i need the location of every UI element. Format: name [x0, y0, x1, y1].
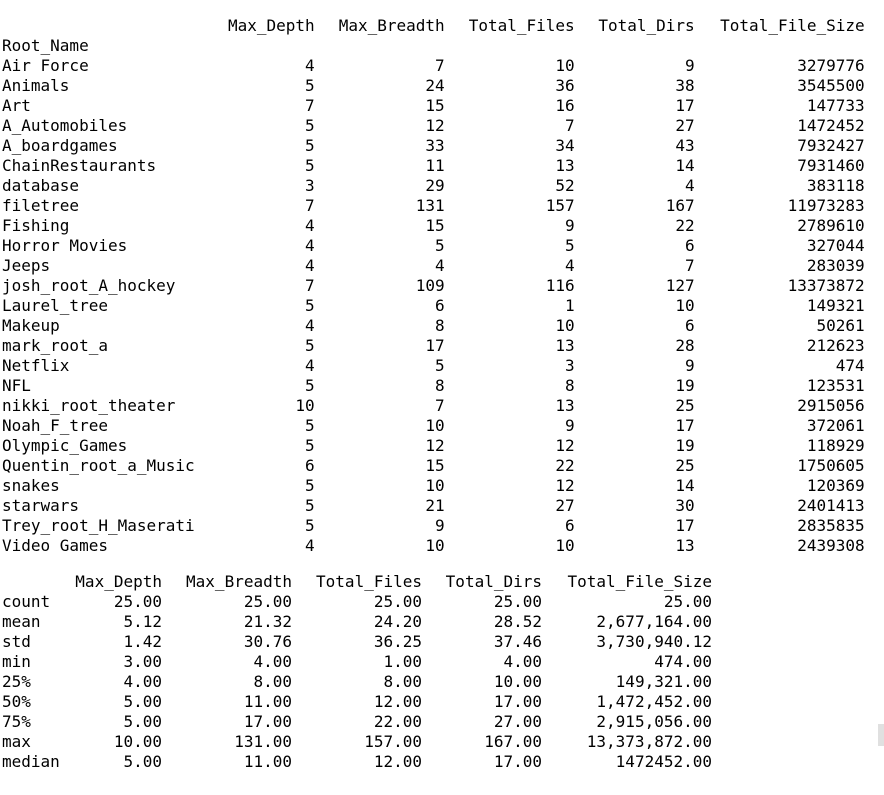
row-label: Makeup — [2, 316, 60, 335]
table-row — [2, 456, 865, 476]
row-label: mark_root_a — [2, 336, 108, 355]
table-cell: 1.00 — [383, 652, 422, 671]
notebook-output — [2, 16, 865, 772]
row-label: 75% — [2, 712, 31, 731]
table-cell: 474 — [835, 356, 865, 375]
table-cell: 5.12 — [123, 612, 162, 631]
vertical-scrollbar[interactable] — [878, 724, 884, 746]
table-cell: 8 — [565, 376, 575, 395]
table-cell: 5 — [305, 476, 315, 495]
table-cell: 10 — [425, 536, 445, 555]
table-cell: 3.00 — [123, 652, 162, 671]
table-cell: 4 — [305, 356, 315, 375]
table-cell: 17.00 — [493, 692, 542, 711]
row-label: A_Automobiles — [2, 116, 128, 135]
table-cell: 8.00 — [383, 672, 422, 691]
table-cell: 7 — [305, 96, 315, 115]
table-cell: 4 — [305, 216, 315, 235]
table-cell: 4.00 — [503, 652, 542, 671]
table-cell: 17 — [425, 336, 445, 355]
table-cell: 28.52 — [493, 612, 542, 631]
row-label: Art — [2, 96, 31, 115]
table-cell: 22.00 — [373, 712, 422, 731]
table-cell: 1472452.00 — [615, 752, 712, 771]
table-cell: 4 — [305, 236, 315, 255]
table-cell: 33 — [425, 136, 445, 155]
table-cell: 22 — [555, 456, 575, 475]
row-label: Fishing — [2, 216, 70, 235]
table-cell: 5 — [305, 376, 315, 395]
row-label: mean — [2, 612, 41, 631]
table-cell: 131.00 — [234, 732, 292, 751]
table-cell: 5 — [305, 416, 315, 435]
table-row — [2, 416, 865, 436]
table-cell: 36.25 — [373, 632, 422, 651]
table-cell: 4 — [305, 56, 315, 75]
row-label: Animals — [2, 76, 70, 95]
table-cell: 3279776 — [797, 56, 865, 75]
table-cell: 2835835 — [797, 516, 865, 535]
row-label: count — [2, 592, 51, 611]
row-label: Trey_root_H_Maserati — [2, 516, 195, 535]
table-cell: 30.76 — [243, 632, 292, 651]
corner-cell — [2, 572, 62, 592]
table-cell: 27.00 — [493, 712, 542, 731]
table-cell: 12 — [425, 436, 445, 455]
table-cell: 9 — [435, 516, 445, 535]
table-cell: 25.00 — [373, 592, 422, 611]
table-cell: 10.00 — [113, 732, 162, 751]
table-cell: 9 — [565, 416, 575, 435]
table-cell: 167 — [665, 196, 695, 215]
table-cell: 24 — [425, 76, 445, 95]
table-cell: 5 — [305, 516, 315, 535]
table-row — [2, 496, 865, 516]
table-cell: 52 — [555, 176, 575, 195]
table-cell: 43 — [675, 136, 695, 155]
table-cell: 157 — [545, 196, 575, 215]
describe-stats-table — [2, 572, 712, 772]
table-cell: 12.00 — [373, 692, 422, 711]
table-cell: 25.00 — [243, 592, 292, 611]
table-row — [2, 56, 865, 76]
table-cell: 17 — [675, 416, 695, 435]
table-cell: 22 — [675, 216, 695, 235]
table-cell: 5 — [435, 356, 445, 375]
table-cell: 25.00 — [663, 592, 712, 611]
table-cell: 10 — [555, 536, 575, 555]
table-cell: 157.00 — [364, 732, 422, 751]
table-cell: 116 — [545, 276, 575, 295]
table-cell: 8.00 — [253, 672, 292, 691]
table-cell: 17.00 — [493, 752, 542, 771]
table-cell: 11973283 — [787, 196, 865, 215]
row-label: Video Games — [2, 536, 108, 555]
table-cell: 6 — [435, 296, 445, 315]
table-cell: 4 — [305, 256, 315, 275]
table-cell: 19 — [675, 376, 695, 395]
table-cell: 474.00 — [654, 652, 712, 671]
table-cell: 5 — [305, 436, 315, 455]
corner-cell — [2, 16, 195, 36]
row-label: min — [2, 652, 31, 671]
table-cell: 6 — [565, 516, 575, 535]
table-cell: 7932427 — [797, 136, 865, 155]
table-cell: 5 — [305, 336, 315, 355]
column-header: Max_Depth — [227, 16, 315, 35]
table-cell: 2,915,056.00 — [596, 712, 712, 731]
table-row — [2, 156, 865, 176]
row-label: Netflix — [2, 356, 70, 375]
table-cell: 149321 — [806, 296, 865, 315]
column-header: Total_Dirs — [598, 16, 695, 35]
table-cell: 17.00 — [243, 712, 292, 731]
table-row — [2, 116, 865, 136]
table-cell: 9 — [685, 56, 695, 75]
row-label: std — [2, 632, 31, 651]
table-cell: 5.00 — [123, 712, 162, 731]
row-label: Noah_F_tree — [2, 416, 108, 435]
table-cell: 7 — [565, 116, 575, 135]
table-cell: 5 — [565, 236, 575, 255]
table-cell: 1750605 — [797, 456, 865, 475]
table-cell: 5 — [305, 156, 315, 175]
table-cell: 5 — [435, 236, 445, 255]
table-cell: 10 — [295, 396, 315, 415]
table-cell: 11.00 — [243, 752, 292, 771]
table-cell: 37.46 — [493, 632, 542, 651]
table-row — [2, 612, 712, 632]
row-label: Air Force — [2, 56, 89, 75]
table-cell: 4 — [685, 176, 695, 195]
row-label: A_boardgames — [2, 136, 118, 155]
table-row — [2, 712, 712, 732]
table-cell: 15 — [425, 96, 445, 115]
row-label: Quentin_root_a_Music — [2, 456, 195, 475]
column-header-row — [2, 16, 865, 36]
table-cell: 12.00 — [373, 752, 422, 771]
table-row — [2, 76, 865, 96]
table-cell: 27 — [675, 116, 695, 135]
table-row — [2, 536, 865, 556]
table-cell: 29 — [425, 176, 445, 195]
column-header: Max_Breadth — [186, 572, 292, 591]
table-row — [2, 632, 712, 652]
column-header: Total_Files — [468, 16, 575, 35]
table-cell: 25.00 — [493, 592, 542, 611]
row-label: 25% — [2, 672, 31, 691]
table-cell: 5 — [305, 136, 315, 155]
column-header: Total_File_Size — [720, 16, 865, 35]
root-summary-table — [2, 16, 865, 556]
table-cell: 2915056 — [797, 396, 865, 415]
table-row — [2, 476, 865, 496]
table-cell: 50261 — [816, 316, 865, 335]
table-cell: 11.00 — [243, 692, 292, 711]
table-cell: 10 — [425, 416, 445, 435]
table-cell: 5 — [305, 116, 315, 135]
table-cell: 16 — [555, 96, 575, 115]
table-cell: 7 — [305, 196, 315, 215]
table-cell: 11 — [425, 156, 445, 175]
row-label: snakes — [2, 476, 60, 495]
row-label: max — [2, 732, 31, 751]
table-cell: 1,472,452.00 — [596, 692, 712, 711]
table-cell: 28 — [675, 336, 695, 355]
table-cell: 25 — [675, 396, 695, 415]
table-row — [2, 396, 865, 416]
table-cell: 13 — [675, 536, 695, 555]
table-cell: 34 — [555, 136, 575, 155]
table-cell: 21.32 — [243, 612, 292, 631]
table-cell: 2401413 — [797, 496, 865, 515]
table-row — [2, 276, 865, 296]
table-row — [2, 136, 865, 156]
table-cell: 6 — [685, 316, 695, 335]
index-name-row — [2, 36, 865, 56]
table-cell: 131 — [415, 196, 445, 215]
table-cell: 127 — [665, 276, 695, 295]
table-cell: 4.00 — [253, 652, 292, 671]
table-cell: 4.00 — [123, 672, 162, 691]
table-cell: 12 — [555, 436, 575, 455]
row-label: Olympic_Games — [2, 436, 128, 455]
table-cell: 14 — [675, 476, 695, 495]
table-row — [2, 216, 865, 236]
table-cell: 4 — [305, 316, 315, 335]
column-header: Total_Dirs — [445, 572, 542, 591]
table-cell: 149,321.00 — [615, 672, 712, 691]
column-header: Max_Breadth — [338, 16, 445, 35]
table-cell: 212623 — [806, 336, 865, 355]
table-cell: 109 — [415, 276, 445, 295]
index-name: Root_Name — [2, 36, 89, 55]
table-row — [2, 236, 865, 256]
table-row — [2, 296, 865, 316]
row-label: nikki_root_theater — [2, 396, 176, 415]
table-cell: 14 — [675, 156, 695, 175]
table-cell: 24.20 — [373, 612, 422, 631]
table-cell: 7931460 — [797, 156, 865, 175]
table-cell: 1 — [565, 296, 575, 315]
row-label: median — [2, 752, 60, 771]
table-cell: 19 — [675, 436, 695, 455]
table-cell: 10.00 — [493, 672, 542, 691]
table-cell: 118929 — [806, 436, 865, 455]
table-row — [2, 96, 865, 116]
table-cell: 5.00 — [123, 692, 162, 711]
table-cell: 21 — [425, 496, 445, 515]
row-label: Laurel_tree — [2, 296, 108, 315]
table-cell: 13 — [555, 336, 575, 355]
table-row — [2, 316, 865, 336]
table-row — [2, 672, 712, 692]
table-cell: 7 — [305, 276, 315, 295]
table-cell: 9 — [565, 216, 575, 235]
table-cell: 3 — [305, 176, 315, 195]
table-cell: 36 — [555, 76, 575, 95]
row-label: ChainRestaurants — [2, 156, 157, 175]
table-cell: 5 — [305, 296, 315, 315]
table-cell: 167.00 — [484, 732, 542, 751]
row-label: starwars — [2, 496, 80, 515]
table-cell: 4 — [565, 256, 575, 275]
table-cell: 3,730,940.12 — [596, 632, 712, 651]
table-row — [2, 356, 865, 376]
table-cell: 12 — [555, 476, 575, 495]
table-cell: 17 — [675, 516, 695, 535]
column-header-row — [2, 572, 712, 592]
table-row — [2, 176, 865, 196]
table-cell: 15 — [425, 456, 445, 475]
table-cell: 27 — [555, 496, 575, 515]
table-cell: 5 — [305, 496, 315, 515]
table-cell: 120369 — [806, 476, 865, 495]
table-cell: 9 — [685, 356, 695, 375]
table-cell: 7 — [435, 56, 445, 75]
table-cell: 17 — [675, 96, 695, 115]
row-label: josh_root_A_hockey — [2, 276, 176, 295]
table-row — [2, 336, 865, 356]
table-cell: 10 — [675, 296, 695, 315]
column-header: Max_Depth — [75, 572, 162, 591]
table-row — [2, 376, 865, 396]
row-label: Horror Movies — [2, 236, 128, 255]
table-cell: 30 — [675, 496, 695, 515]
table-cell: 10 — [555, 56, 575, 75]
table-cell: 1472452 — [797, 116, 865, 135]
table-cell: 2439308 — [797, 536, 865, 555]
table-row — [2, 196, 865, 216]
table-row — [2, 516, 865, 536]
table-cell: 25.00 — [113, 592, 162, 611]
column-header: Total_Files — [316, 572, 422, 591]
table-cell: 8 — [435, 376, 445, 395]
table-cell: 15 — [425, 216, 445, 235]
table-cell: 10 — [555, 316, 575, 335]
table-cell: 147733 — [806, 96, 865, 115]
table-cell: 12 — [425, 116, 445, 135]
table-cell: 383118 — [806, 176, 865, 195]
table-row — [2, 692, 712, 712]
table-row — [2, 732, 712, 752]
row-label: filetree — [2, 196, 80, 215]
table-cell: 123531 — [806, 376, 865, 395]
row-label: 50% — [2, 692, 31, 711]
table-cell: 2789610 — [797, 216, 865, 235]
table-cell: 13373872 — [787, 276, 865, 295]
table-cell: 25 — [675, 456, 695, 475]
row-label: database — [2, 176, 80, 195]
table-cell: 13 — [555, 156, 575, 175]
table-row — [2, 652, 712, 672]
table-cell: 327044 — [806, 236, 865, 255]
table-cell: 7 — [685, 256, 695, 275]
table-row — [2, 752, 712, 772]
table-cell: 38 — [675, 76, 695, 95]
table-cell: 8 — [435, 316, 445, 335]
table-cell: 3545500 — [797, 76, 865, 95]
table-cell: 1.42 — [123, 632, 162, 651]
table-cell: 4 — [435, 256, 445, 275]
table-row — [2, 592, 712, 612]
table-row — [2, 256, 865, 276]
table-row — [2, 436, 865, 456]
row-label: NFL — [2, 376, 31, 395]
table-cell: 6 — [305, 456, 315, 475]
table-cell: 283039 — [806, 256, 865, 275]
table-cell: 5 — [305, 76, 315, 95]
table-cell: 6 — [685, 236, 695, 255]
table-cell: 13 — [555, 396, 575, 415]
table-cell: 5.00 — [123, 752, 162, 771]
row-label: Jeeps — [2, 256, 51, 275]
table-cell: 372061 — [806, 416, 865, 435]
table-cell: 10 — [425, 476, 445, 495]
table-cell: 2,677,164.00 — [596, 612, 712, 631]
table-cell: 13,373,872.00 — [586, 732, 712, 751]
table-cell: 3 — [565, 356, 575, 375]
column-header: Total_File_Size — [567, 572, 712, 591]
table-cell: 7 — [435, 396, 445, 415]
table-cell: 4 — [305, 536, 315, 555]
